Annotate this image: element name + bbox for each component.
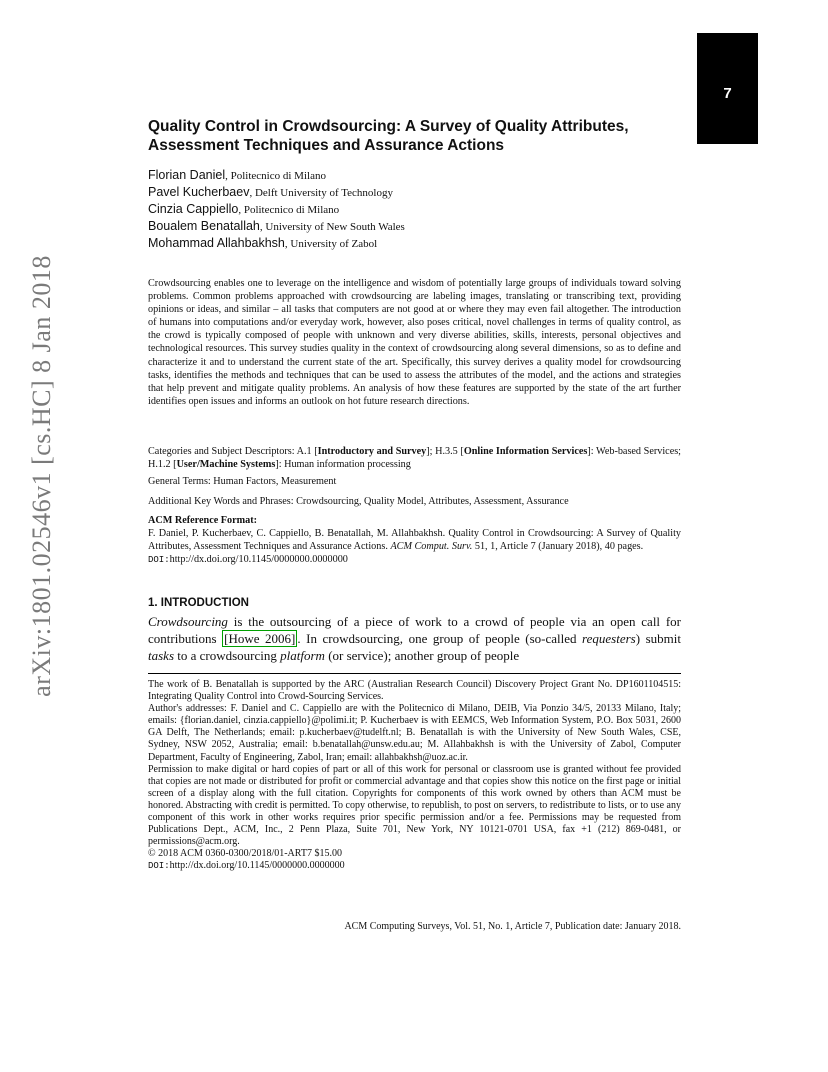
abstract: Crowdsourcing enables one to leverage on the intelligence and wisdom of potentially large groups of individuals toward solving problems. Common problems approached with crowdsourcing are labeling images, translating or transcribing text, providing opinions or ideas, and similar – all tasks that computers are not good at or where they may even fail altogether. The introduction of humans into computations and/or everyday work, however, also poses critical, novel challenges in terms of quality control, as the crowd is typically composed of people with unknown and very diverse abilities, skills, interests, personal objectives and technological resources. This survey studies quality in the context of crowdsourcing along several dimensions, so as to define and characterize it and to understand the current state of the art. Specifically, this survey derives a quality model for crowdsourcing tasks, identifies the methods and techniques that can be used to assess the attributes of the model, and the actions and strategies that help prevent and mitigate quality problems. An analysis of how these features are supported by the state of the art further identifies open issues and informs an outlook on hot future research directions. bbox=[148, 278, 681, 407]
acm-reference-body: F. Daniel, P. Kucherbaev, C. Cappiello, B. Benatallah, M. Allahbakhsh. Quality Control in Crowdsourcing: A Survey of Quality Attributes, Assessment Techniques and Assurance Actions. bbox=[148, 528, 681, 553]
author-affiliation: , University of New South Wales bbox=[259, 221, 405, 233]
section-heading: 1. INTRODUCTION bbox=[148, 597, 249, 609]
journal-name: ACM Comput. Surv. bbox=[390, 541, 473, 553]
ccs-text: ]: Web-based Services; H.1.2 [ bbox=[148, 446, 682, 471]
arxiv-id: arXiv:1801.02546v1 [cs.HC] 8 Jan 2018 bbox=[27, 255, 56, 697]
intro-text: . In crowdsourcing, one group of people (so-called bbox=[297, 631, 583, 646]
funding-note: The work of B. Benatallah is supported by the ARC (Australian Research Council) Discovery Project Grant No. DP1601104515: Integrating Quality Control into Crowd-Sourcing Services. bbox=[148, 679, 681, 703]
intro-text: (or service); another group of people bbox=[324, 648, 520, 663]
acm-reference-format bbox=[148, 514, 681, 567]
ccs-suffix: ]: Human information processing bbox=[275, 459, 411, 471]
author-affiliation: , Delft University of Technology bbox=[249, 187, 393, 199]
author-entry bbox=[148, 184, 648, 201]
ccs-prefix: Categories and Subject Descriptors: A.1 [ bbox=[148, 446, 318, 457]
ccs-term: Introductory and Survey bbox=[317, 446, 427, 457]
author-list bbox=[148, 167, 648, 252]
intro-text: to a crowdsourcing bbox=[174, 648, 281, 663]
intro-term: requesters bbox=[582, 631, 636, 646]
doi-label: DOI: bbox=[148, 555, 170, 566]
doi-link[interactable]: http://dx.doi.org/10.1145/0000000.0000000 bbox=[169, 554, 348, 566]
ccs-descriptors bbox=[148, 445, 681, 471]
copyright-line: © 2018 ACM 0360-0300/2018/01-ART7 $15.00 bbox=[148, 848, 342, 860]
citation-link[interactable]: [Howe 2006] bbox=[224, 631, 296, 646]
doi-label: DOI: bbox=[148, 861, 170, 872]
intro-text: ) submit bbox=[635, 631, 681, 646]
paper-title bbox=[148, 117, 678, 155]
doi-link[interactable]: http://dx.doi.org/10.1145/0000000.0000000 bbox=[169, 860, 345, 872]
acm-reference-label: ACM Reference Format: bbox=[148, 515, 257, 526]
title-line-2: Assessment Techniques and Assurance Actions bbox=[148, 137, 505, 154]
author-name: Florian Daniel bbox=[148, 168, 226, 182]
intro-text: is the outsourcing of a piece of work to a crowd of people via an open call for contributions bbox=[148, 614, 681, 646]
journal-footer: ACM Computing Surveys, Vol. 51, No. 1, Article 7, Publication date: January 2018. bbox=[344, 921, 681, 932]
author-name: Pavel Kucherbaev bbox=[148, 185, 250, 199]
doi-line bbox=[148, 553, 681, 567]
author-name: Boualem Benatallah bbox=[148, 219, 260, 233]
intro-term: platform bbox=[280, 648, 325, 663]
author-entry bbox=[148, 167, 648, 184]
author-name: Mohammad Allahbakhsh bbox=[148, 236, 285, 250]
author-addresses: Author's addresses: F. Daniel and C. Cappiello are with the Politecnico di Milano, DEIB, Via Ponzio 34/5, 20133 Milano, Italy; emails: {florian.daniel, cinzia.cappiello}@polimi.it; P. Kucherbaev is with EEMCS, Web Information System, P.O. Box 5031, 2600 GA Delft, The Netherlands; email: p.kucherbaev@tudelft.nl; B. Benatallah is with the University of New South Wales, CSE, Sydney, NSW 2052, Australia; email: b.benatallah@unsw.edu.au; M. Allahbakhsh is with the University of Zabol, Computer Department, Faculty of Engineering, Zabol, Iran; email: allahbakhsh@uoz.ac.ir. bbox=[148, 703, 681, 763]
footnotes bbox=[148, 679, 681, 873]
author-entry bbox=[148, 235, 648, 252]
intro-paragraph bbox=[148, 613, 681, 664]
keywords: Additional Key Words and Phrases: Crowdsourcing, Quality Model, Attributes, Assessment, Assurance bbox=[148, 496, 569, 507]
article-number-tab bbox=[697, 33, 758, 144]
article-number: 7 bbox=[723, 85, 732, 102]
acm-reference-body: 51, 1, Article 7 (January 2018), 40 pages. bbox=[472, 541, 644, 553]
author-affiliation: , Politecnico di Milano bbox=[225, 170, 326, 182]
general-terms: General Terms: Human Factors, Measurement bbox=[148, 476, 337, 487]
author-entry bbox=[148, 201, 648, 218]
intro-term: tasks bbox=[148, 648, 174, 663]
doi-line bbox=[148, 860, 681, 872]
intro-term: Crowdsourcing bbox=[148, 614, 228, 629]
ccs-term: User/Machine Systems bbox=[176, 459, 276, 471]
author-affiliation: , University of Zabol bbox=[284, 238, 378, 250]
title-line-1: Quality Control in Crowdsourcing: A Survey of Quality Attributes, bbox=[148, 118, 629, 135]
author-entry bbox=[148, 218, 648, 235]
ccs-text: ]; H.3.5 [ bbox=[426, 446, 464, 457]
permission-notice: Permission to make digital or hard copies of part or all of this work for personal or classroom use is granted without fee provided that copies are not made or distributed for profit or commercial advantage and that copies show this notice on the first page or initial screen of a display along with the full citation. Copyrights for components of this work owned by others than ACM must be honored. Abstracting with credit is permitted. To copy otherwise, to republish, to post on servers, to redistribute to lists, or to use any component of this work in other works requires prior specific permission and/or a fee. Permissions may be requested from Publications Dept., ACM, Inc., 2 Penn Plaza, Suite 701, New York, NY 10121-0701 USA, fax +1 (212) 869-0481, or permissions@acm.org. bbox=[148, 763, 681, 848]
footnote-divider bbox=[148, 673, 681, 674]
ccs-term: Online Information Services bbox=[463, 446, 588, 457]
author-name: Cinzia Cappiello bbox=[148, 202, 239, 216]
author-affiliation: , Politecnico di Milano bbox=[238, 204, 340, 216]
acm-reference-text bbox=[148, 527, 681, 553]
